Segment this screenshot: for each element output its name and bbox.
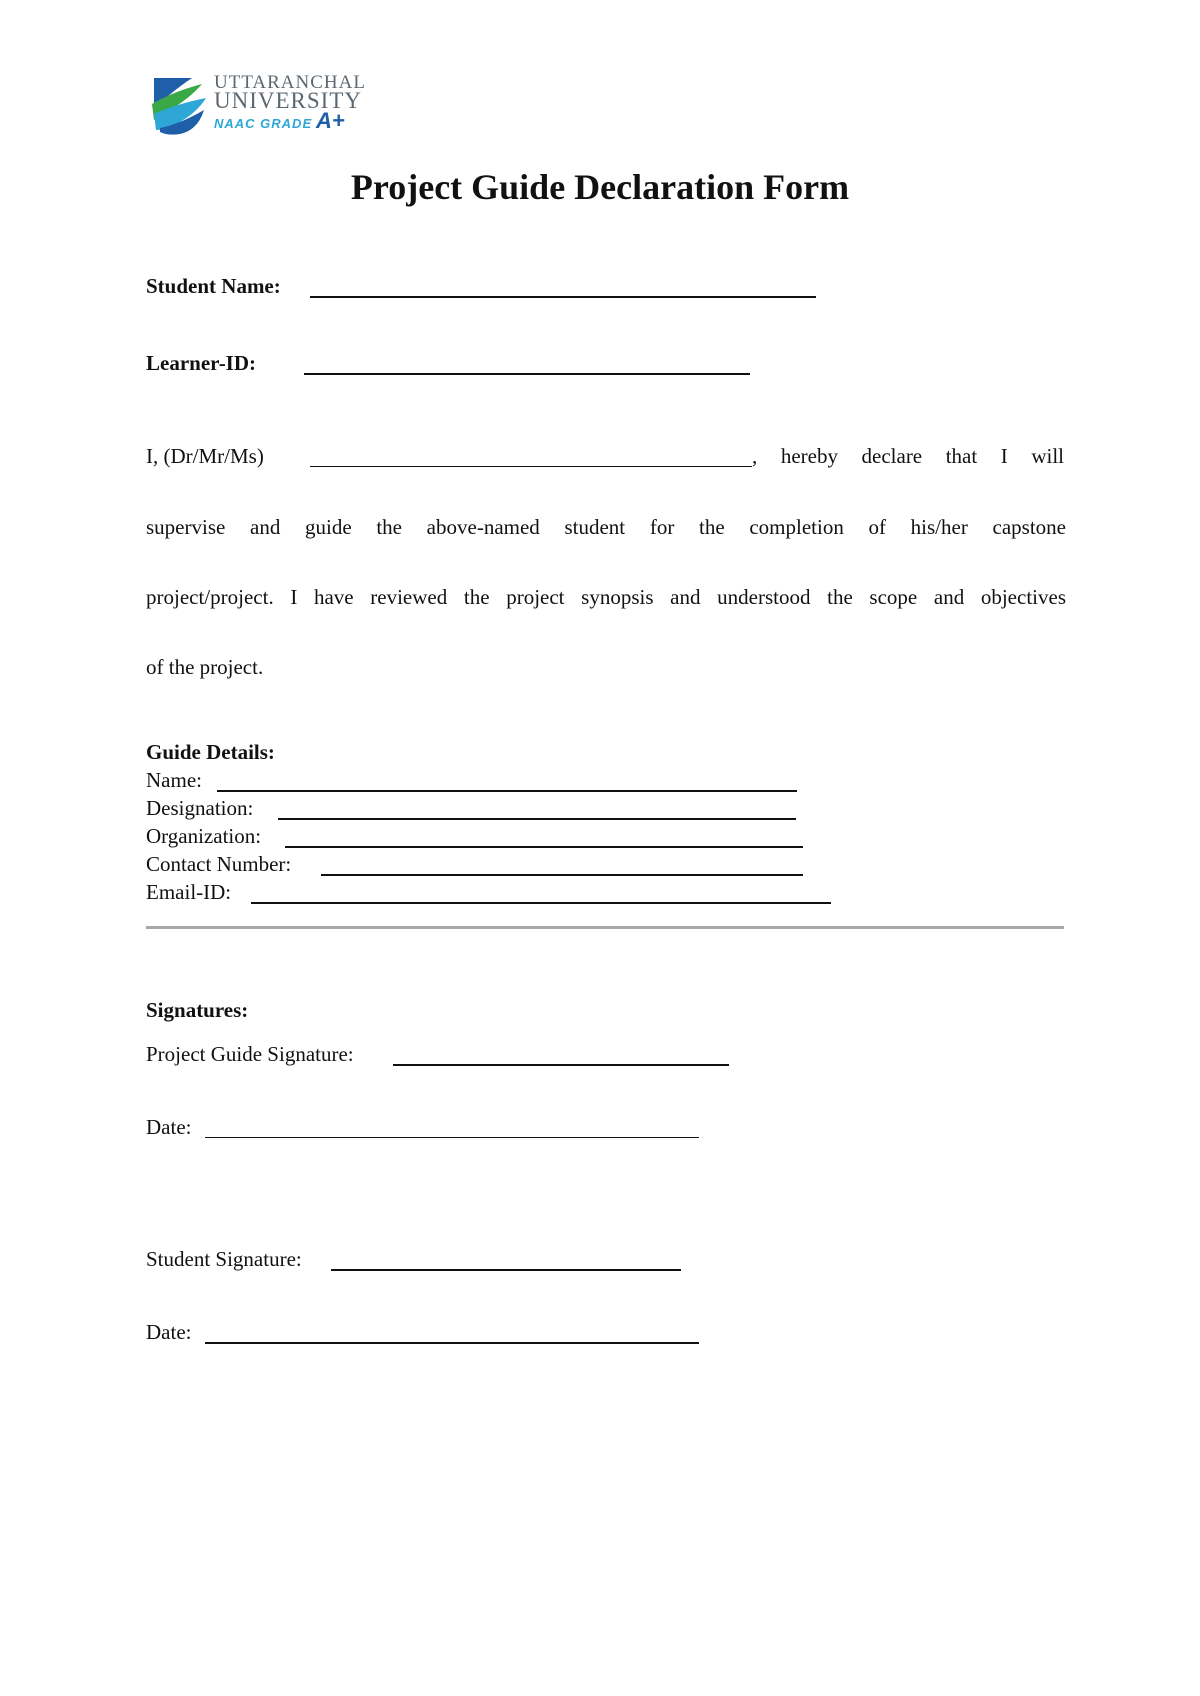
guide-date-label: Date: [146,1115,192,1139]
guide-signature-label: Project Guide Signature: [146,1042,354,1066]
learner-id-field[interactable] [304,373,750,375]
declaration-body [146,492,1066,702]
guide-contact-label: Contact Number: [146,852,292,876]
guide-email-field[interactable] [251,902,831,904]
university-logo [150,72,366,138]
logo-naac-grade-text: NAAC GRADE [214,116,313,131]
learner-id-label: Learner-ID: [146,351,257,375]
guide-name-label: Name: [146,768,202,792]
logo-emblem-icon [150,74,208,136]
student-name-label: Student Name: [146,274,281,298]
guide-name-field[interactable] [217,790,797,792]
guide-details-heading: Guide Details: [146,740,275,764]
declaration-prefix: I, (Dr/Mr/Ms) [146,444,264,468]
guide-organization-label: Organization: [146,824,262,848]
guide-designation-label: Designation: [146,796,254,820]
declaration-line-4: of the project. [146,655,264,679]
guide-organization-field[interactable] [285,846,803,848]
signatures-heading: Signatures: [146,998,249,1022]
guide-designation-field[interactable] [278,818,796,820]
logo-university-line2: UNIVERSITY [214,88,362,113]
guide-email-label: Email-ID: [146,880,232,904]
student-signature-field[interactable] [331,1269,681,1271]
student-signature-label: Student Signature: [146,1247,302,1271]
page-title: Project Guide Declaration Form [350,167,850,207]
student-date-label: Date: [146,1320,192,1344]
declaration-line-2: supervise and guide the above-named student for the completion of his/her capstone [146,515,1066,539]
guide-signature-field[interactable] [393,1064,729,1066]
guide-date-field[interactable] [205,1137,699,1138]
declaration-line-3: project/project. I have reviewed the project synopsis and understood the scope and objectives [146,585,1066,609]
guide-name-declaration-field[interactable] [310,466,752,467]
section-divider [146,926,1064,929]
declaration-suffix: , hereby declare that I will [752,444,1064,468]
student-name-field[interactable] [310,296,816,298]
logo-university-line1: UTTARANCHAL [214,72,366,93]
guide-contact-field[interactable] [321,874,803,876]
student-date-field[interactable] [205,1342,699,1344]
logo-naac-grade: A+ [316,108,345,133]
